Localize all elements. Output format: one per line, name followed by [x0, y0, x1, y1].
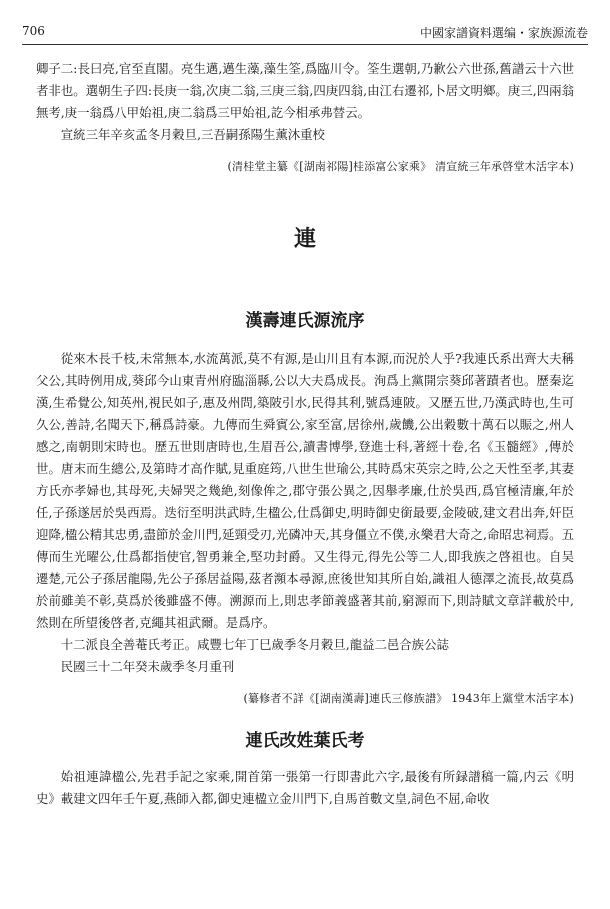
- article-paragraph: 始祖連諱楹公,先君手記之家乘,開首第一張第一行即書此六字,最後有所録譜稿一篇,内云《明史》載建文四年壬午夏,燕師入都,御史連楹立金川門下,自馬首數文皇,詞色不屈,命收: [36, 769, 574, 806]
- page-header: [22, 22, 588, 45]
- source-citation: (纂修者不詳《[湖南漢壽]連氏三修族譜》 1943年上黨堂木活字本): [243, 692, 574, 705]
- source-citation: (清桂堂主纂《[湖南祁陽]桂添富公家乘》 清宣統三年承啓堂木活字本): [227, 160, 574, 173]
- article-title: 連氏改姓葉氏考: [245, 731, 365, 751]
- article-paragraph: 從來木長千枝,未常無本,水流萬派,莫不有源,是山川且有本源,而況於人乎?我連氏系出齊大夫稱父公,其時例用成,葵邱今山東青州府臨淄縣,公以大夫爲成長。洵爲上黨開宗葵邱著蹟者也。歷秦迄漢,生希覺公,知英州,視民如子,惠及州問,築陂引水,民得其利,號爲連陂。又歷五世,乃漢武時也,生可久公,善詩,名聞天下,稱爲詩豪。九傳而生舜賓公,家至富,居徐州,歲饑,公出穀數十萬石以賑之,州人感之,南朝則宋時也。歷五世則唐時也,生眉吾公,讀書博學,登進士科,著經十卷,名《玉髓經》,傳於世。唐末而生總公,及第時才高作賦,見重庭筠,八世生世瑜公,其時爲宋英宗之時,公之天性至孝,其妻方氏亦孝婦也,其母死,夫婦哭之幾絶,刻像侔之,郡守張公異之,因舉孝廉,仕於吳西,爲官極清廉,年於任,子孫遂居於吳西焉。迭衍至明洪武時,生楹公,仕爲御史,明時御史銜最要,金陵破,建文君出奔,奸臣迎降,楹公精其忠勇,盡節於金川門,延頸受刃,光磷冲天,其身僵立不僕,永樂君大奇之,命昭忠祠焉。五傳而生光曜公,仕爲都指使官,智勇兼全,堅功封爵。又生得元,得先公等二人,即我族之啓祖也。自吴遷楚,元公子孫居龍陽,先公子孫居益陽,茲者瀕本尋源,庶後世知其所自始,識祖人德澤之流長,故莫爲於前雖美不彰,莫爲於後雖盛不傳。溯源而上,則忠孝節義盛著其前,窮源而下,則詩賦文章詳載於中,然則在所望後啓者,克繩其祖武爾。是爲序。: [36, 351, 574, 630]
- page-body: [36, 58, 574, 810]
- article-title: 漢壽連氏源流序: [245, 311, 365, 331]
- continued-paragraph: 卿子二:長曰亮,官至直閣。亮生邁,邁生藻,藻生筌,爲臨川令。筌生選朝,乃歉公六世孫,舊譜云十六世者非也。選朝生子四:長庚一翁,次庚二翁,三庚三翁,四庚四翁,由江右遷祁,卜居文明鄉。庚三,四兩翁無考,庚一翁爲八甲始祖,庚二翁爲三甲始祖,訖今相承弗替云。: [36, 61, 574, 120]
- colophon: 民國三十二年癸未歲季冬月重刊: [60, 659, 235, 674]
- surname-heading: 連: [293, 226, 316, 252]
- colophon: 十二派良全善菴氏考正。咸豐七年丁巳歲季冬月穀旦,龍益二邑合族公誌: [60, 637, 449, 652]
- colophon: 宣統三年辛亥孟冬月穀旦,三吾嗣孫陽生薰沐重校: [60, 127, 325, 142]
- page-number: 706: [22, 24, 45, 38]
- running-title: 中國家譜資料選编・家族源流卷: [419, 26, 588, 40]
